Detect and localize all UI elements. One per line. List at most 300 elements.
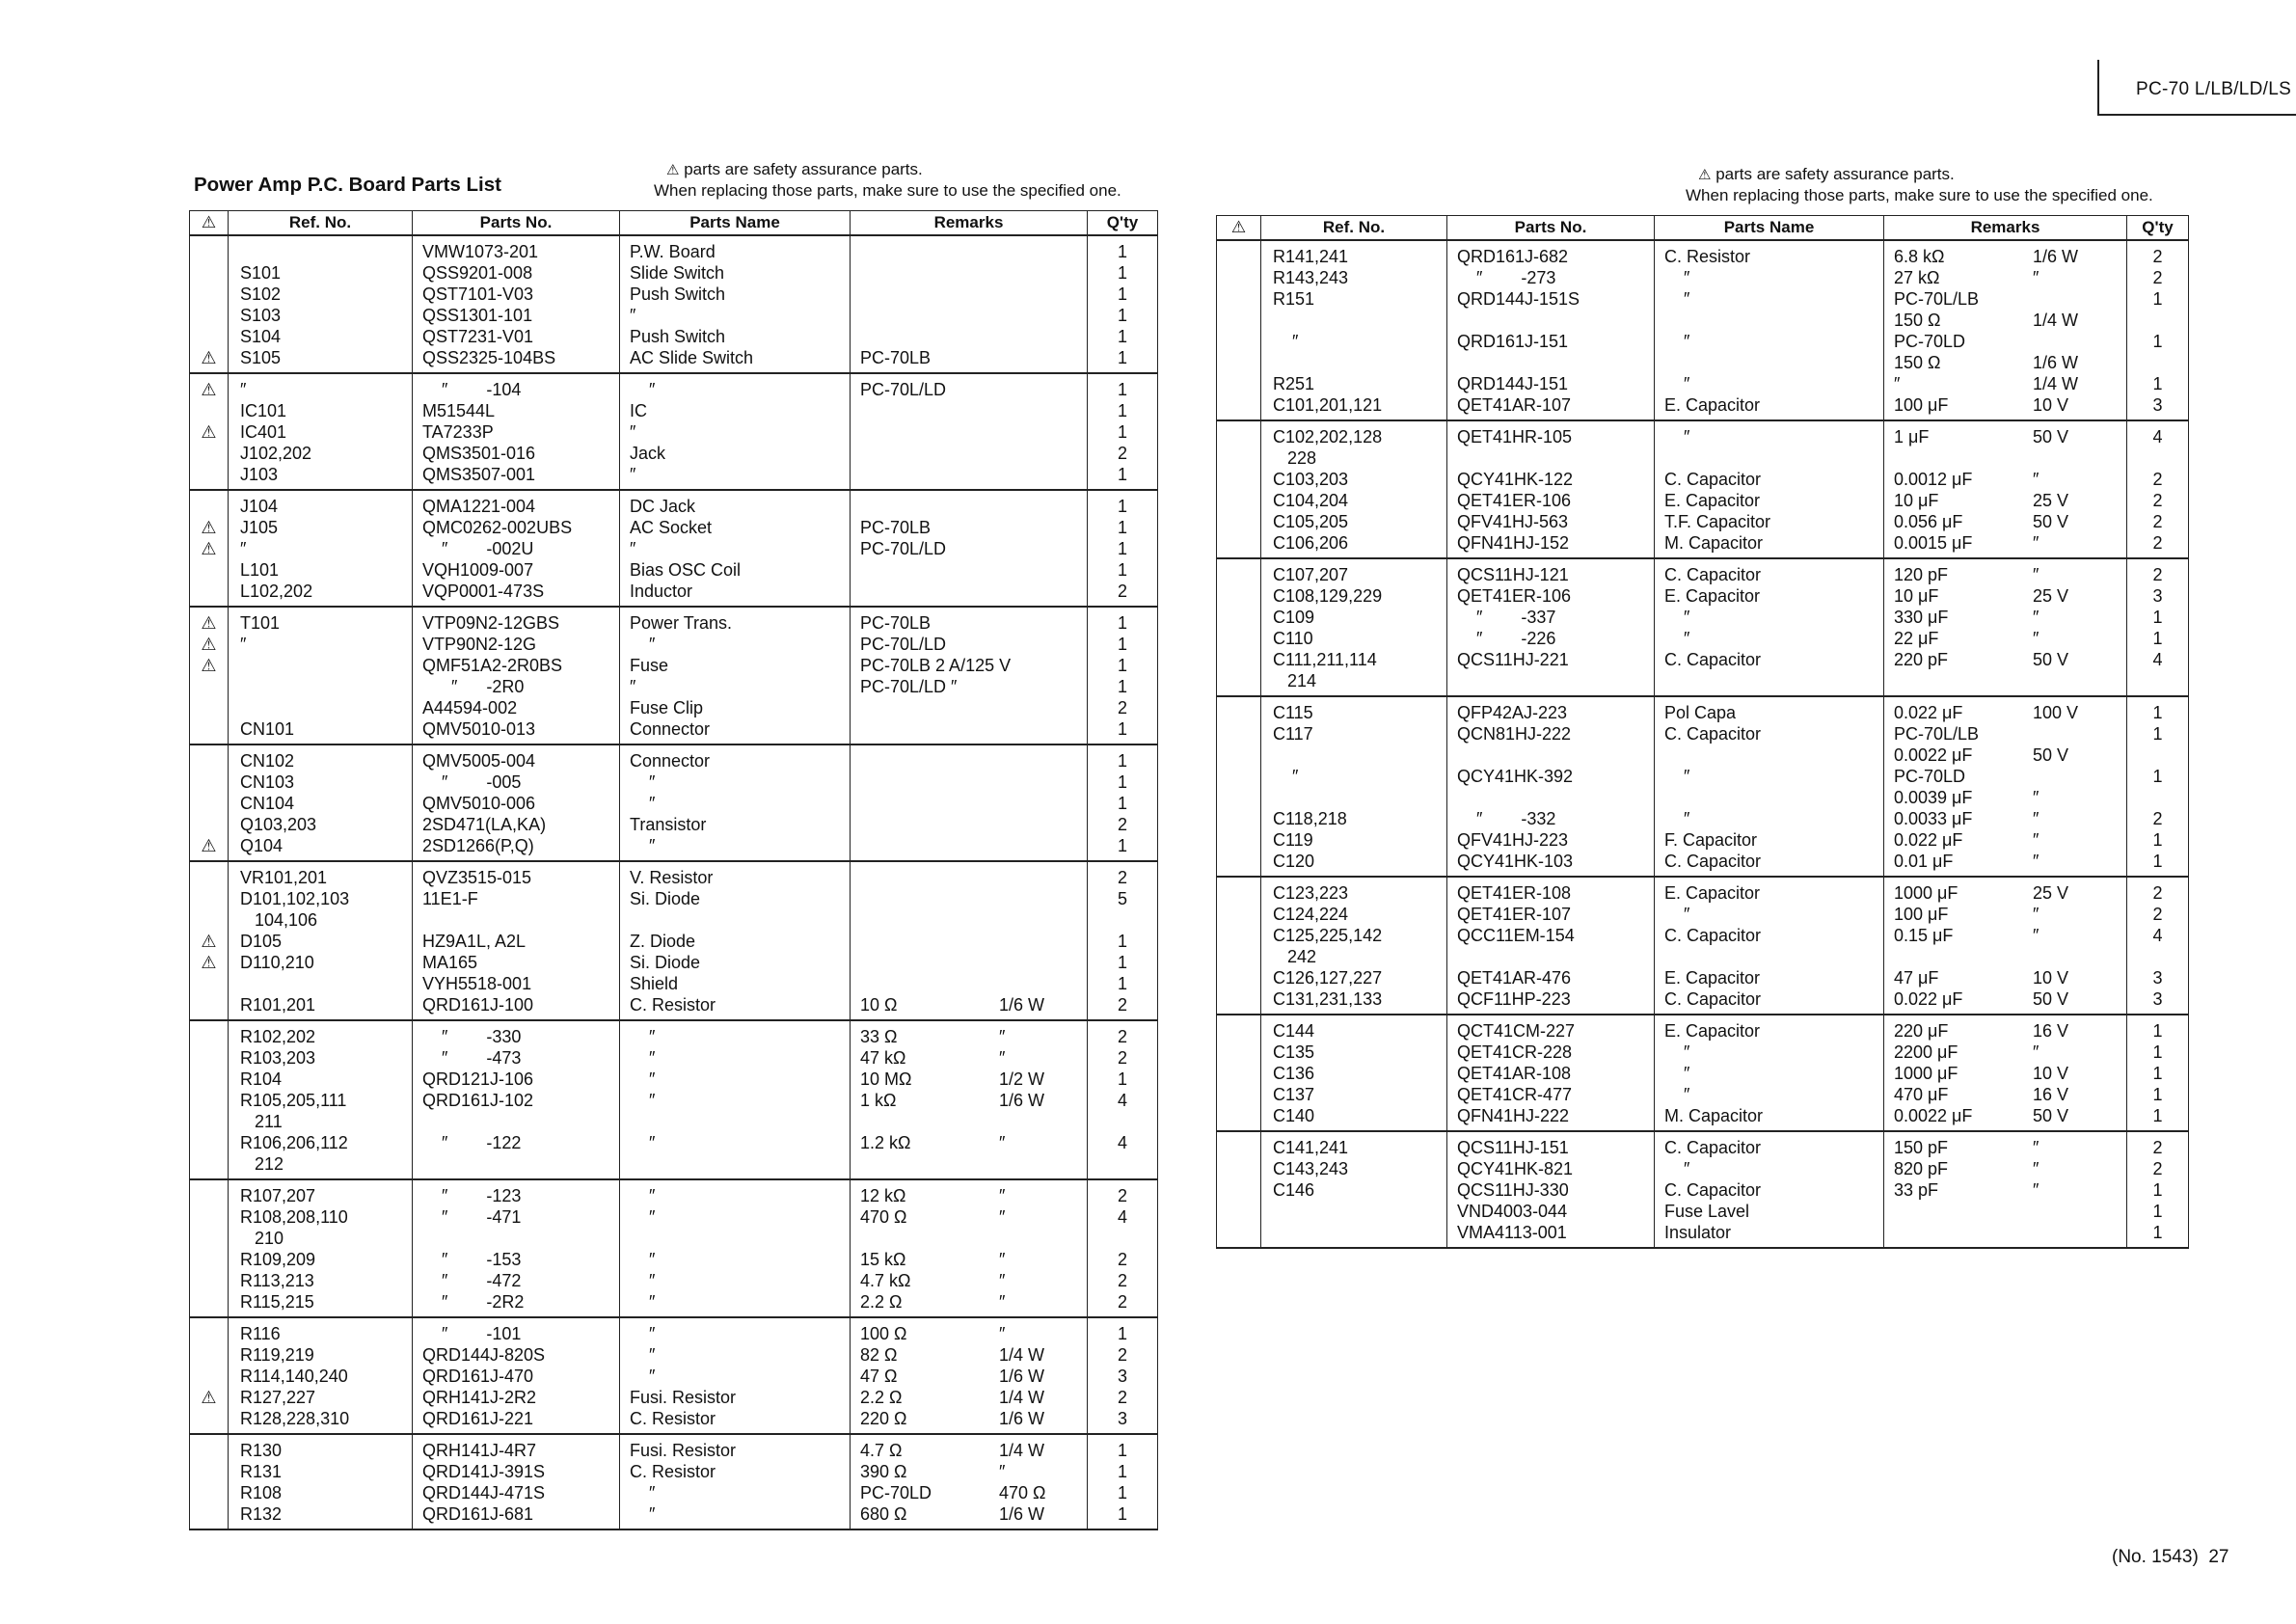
qty-line: 1	[1117, 635, 1127, 654]
warning-triangle-icon: ⚠	[201, 656, 217, 675]
qty-line: 1	[1117, 751, 1127, 771]
qty-line: 1	[1117, 836, 1127, 855]
part-no-line	[422, 1153, 619, 1175]
safety-line	[1217, 851, 1260, 872]
ref-no-line: S104	[240, 327, 282, 346]
remarks-line	[1894, 564, 2126, 585]
qty-cell	[2127, 420, 2189, 558]
qty-line: 4	[2152, 926, 2163, 945]
remarks-line	[860, 1291, 1087, 1313]
remarks-value: 47 μF	[1894, 968, 1939, 988]
part-name-line: Inductor	[630, 582, 693, 601]
remarks-cell	[1884, 558, 2127, 696]
remarks-line	[860, 284, 1087, 305]
ref-no-line: 214	[1273, 671, 1317, 690]
remarks-line	[860, 1249, 1087, 1270]
ref-no-line: C109	[1273, 608, 1315, 627]
part-name-line	[1664, 946, 1883, 967]
safety-cell	[190, 490, 229, 607]
safety-line	[1217, 490, 1260, 511]
part-name-line: ″	[630, 1207, 656, 1227]
safety-line	[190, 994, 228, 1015]
remarks-spec: 1/6 W	[2033, 353, 2079, 372]
safety-line	[1217, 1137, 1260, 1158]
part-no-line: ″ -337	[1457, 608, 1556, 627]
remarks-value: 0.0039 μF	[1894, 788, 1973, 807]
part-no-line: VND4003-044	[1457, 1202, 1568, 1221]
qty-cell	[1088, 1434, 1158, 1529]
part-name-line: ″	[630, 1324, 656, 1343]
remarks-line	[860, 1185, 1087, 1206]
remarks-spec: 10 V	[2033, 1064, 2069, 1083]
part-no-line: ″ -273	[1457, 268, 1556, 287]
remarks-spec: 1/6 W	[999, 1367, 1045, 1386]
part-name-line: E. Capacitor	[1664, 395, 1761, 415]
safety-cell	[1217, 240, 1261, 420]
ref-no-line: R108	[240, 1483, 283, 1502]
part-no-line: QSS9201-008	[422, 263, 533, 283]
part-no-cell	[413, 744, 620, 861]
ref-no-cell	[229, 1179, 413, 1317]
table-row	[190, 1020, 1158, 1179]
remarks-value: 10 MΩ	[860, 1069, 912, 1089]
remarks-line	[1894, 585, 2126, 607]
qty-line: 2	[1117, 1048, 1127, 1068]
safety-line	[1217, 766, 1260, 787]
qty-line: 2	[1117, 1250, 1127, 1269]
remarks-spec: 50 V	[2033, 512, 2069, 531]
parts-group	[190, 861, 1158, 1020]
remarks-line	[1894, 851, 2126, 872]
remarks-cell	[851, 1179, 1088, 1317]
part-no-line	[422, 909, 619, 931]
part-no-line: QSS2325-104BS	[422, 348, 556, 367]
col-header-name: Parts Name	[1655, 216, 1884, 241]
remarks-value: PC-70L/LD	[860, 380, 947, 399]
part-no-line: ″ -104	[422, 380, 522, 399]
remarks-line	[860, 400, 1087, 421]
part-name-line: ″	[1664, 268, 1690, 287]
warning-triangle-icon: ⚠	[201, 422, 217, 442]
safety-line	[190, 1047, 228, 1069]
safety-line	[1217, 904, 1260, 925]
ref-no-line: 212	[240, 1154, 284, 1174]
safety-line	[1217, 628, 1260, 649]
remarks-line	[860, 1069, 1087, 1090]
part-name-cell	[620, 861, 851, 1020]
document-number: (No. 1543)	[2112, 1547, 2199, 1567]
safety-cell	[190, 1434, 229, 1529]
part-no-line: QMA1221-004	[422, 497, 536, 516]
remarks-line	[1894, 1042, 2126, 1063]
safety-line	[190, 1069, 228, 1090]
part-name-line: ″	[1664, 374, 1690, 393]
qty-line: 2	[1117, 1186, 1127, 1205]
part-no-line: ″ -123	[422, 1186, 522, 1205]
qty-line: 5	[1117, 889, 1127, 908]
safety-line	[1217, 808, 1260, 829]
part-name-line: E. Capacitor	[1664, 491, 1761, 510]
qty-line: 1	[1117, 1504, 1127, 1524]
remarks-line	[860, 379, 1087, 400]
remarks-line	[860, 496, 1087, 517]
part-name-line: C. Capacitor	[1664, 852, 1762, 871]
qty-line: 1	[1117, 284, 1127, 304]
remarks-value: 0.0015 μF	[1894, 533, 1973, 553]
safety-note-line2: When replacing those parts, make sure to use the specified one.	[1686, 186, 2153, 204]
part-name-line	[1664, 787, 1883, 808]
remarks-line	[1894, 246, 2126, 267]
part-name-line: Connector	[630, 751, 711, 771]
ref-no-line: R113,213	[240, 1271, 314, 1290]
safety-line	[190, 1408, 228, 1429]
ref-no-line: R114,140,240	[240, 1367, 348, 1386]
safety-line	[1217, 585, 1260, 607]
qty-line: 1	[2152, 1202, 2163, 1221]
remarks-spec: 1/6 W	[999, 995, 1045, 1015]
ref-no-line: C103,203	[1273, 470, 1349, 489]
safety-line	[1217, 246, 1260, 267]
part-name-line: C. Capacitor	[1664, 926, 1762, 945]
remarks-line	[1894, 394, 2126, 416]
safety-line	[1217, 607, 1260, 628]
remarks-value: 10 μF	[1894, 586, 1939, 606]
qty-line: 1	[1117, 656, 1127, 675]
qty-line	[2127, 670, 2188, 691]
table-row	[190, 1317, 1158, 1434]
safety-line	[1217, 882, 1260, 904]
page-number: 27	[2208, 1547, 2229, 1567]
remarks-spec: ″	[2033, 1159, 2039, 1178]
remarks-value: PC-70LB	[860, 613, 932, 633]
ref-no-cell	[1261, 240, 1447, 420]
part-no-line: VYH5518-001	[422, 974, 532, 993]
remarks-line	[860, 464, 1087, 485]
remarks-line	[1894, 288, 2126, 310]
remarks-line	[860, 1090, 1087, 1111]
remarks-value: 220 pF	[1894, 650, 1949, 669]
qty-line: 1	[1117, 242, 1127, 261]
qty-line: 1	[2152, 1021, 2163, 1041]
ref-no-line: R127,227	[240, 1388, 316, 1407]
ref-no-line: C131,231,133	[1273, 989, 1383, 1009]
ref-no-line: ″	[240, 539, 247, 558]
remarks-spec: ″	[2033, 809, 2039, 828]
ref-no-line: R116	[240, 1324, 281, 1343]
part-no-line: QRD161J-682	[1457, 247, 1569, 266]
qty-line: 1	[1117, 465, 1127, 484]
part-no-line: QCF11HP-223	[1457, 989, 1571, 1009]
remarks-spec: 1/2 W	[999, 1069, 1045, 1089]
ref-no-line: 228	[1273, 448, 1317, 468]
qty-line: 1	[1117, 422, 1127, 442]
qty-line: 1	[2152, 724, 2163, 744]
qty-line: 2	[2152, 1138, 2163, 1157]
remarks-line	[1894, 1063, 2126, 1084]
parts-group	[1217, 696, 2189, 877]
remarks-line	[860, 581, 1087, 602]
remarks-line	[1894, 352, 2126, 373]
qty-line: 2	[2152, 883, 2163, 903]
col-header-qty: Q'ty	[2127, 216, 2189, 241]
ref-no-line: 104,106	[240, 910, 318, 930]
part-name-line: ″	[630, 772, 656, 792]
remarks-spec: 16 V	[2033, 1021, 2069, 1041]
remarks-spec: 25 V	[2033, 586, 2069, 606]
part-no-line: QCS11HJ-121	[1457, 565, 1569, 584]
warning-triangle-icon: ⚠	[201, 635, 217, 654]
remarks-spec: ″	[2033, 470, 2039, 489]
part-no-line: ″ -005	[422, 772, 522, 792]
part-name-line: AC Slide Switch	[630, 348, 754, 367]
ref-no-line: L102,202	[240, 582, 313, 601]
safety-line	[190, 1249, 228, 1270]
safety-line	[190, 284, 228, 305]
part-no-cell	[413, 373, 620, 490]
ref-no-line: J105	[240, 518, 279, 537]
safety-line	[190, 1153, 228, 1175]
remarks-spec: ″	[2033, 608, 2039, 627]
qty-line: 1	[2152, 767, 2163, 786]
part-no-cell	[413, 235, 620, 373]
col-header-safety: ⚠	[1217, 216, 1261, 241]
remarks-cell	[851, 607, 1088, 744]
ref-no-line: J103	[240, 465, 279, 484]
safety-line	[1217, 1020, 1260, 1042]
qty-line: 2	[2152, 491, 2163, 510]
remarks-line	[860, 1366, 1087, 1387]
qty-line: 1	[2152, 332, 2163, 351]
remarks-cell	[1884, 1131, 2127, 1248]
safety-line	[1217, 1084, 1260, 1105]
part-no-line: QET41ER-107	[1457, 905, 1572, 924]
qty-line	[1088, 1111, 1157, 1132]
part-name-line: ″	[1664, 332, 1690, 351]
remarks-spec: ″	[999, 1027, 1006, 1046]
model-header-box	[2097, 60, 2296, 116]
part-no-line: QFV41HJ-223	[1457, 830, 1569, 850]
part-name-line: ″	[630, 422, 636, 442]
part-no-line: QCY41HK-122	[1457, 470, 1574, 489]
warning-triangle-icon: ⚠	[201, 539, 217, 558]
safety-cell	[1217, 696, 1261, 877]
ref-no-line: C126,127,227	[1273, 968, 1383, 988]
safety-line	[190, 1440, 228, 1461]
part-no-cell	[413, 1020, 620, 1179]
remarks-line	[1894, 267, 2126, 288]
remarks-value: PC-70LB 2 A/125 V	[860, 656, 1012, 675]
part-name-line: ″	[1664, 427, 1690, 447]
part-name-line: C. Resistor	[1664, 247, 1751, 266]
ref-no-line: IC101	[240, 401, 287, 420]
remarks-spec: 1/6 W	[999, 1091, 1045, 1110]
remarks-spec: 50 V	[2033, 427, 2069, 447]
remarks-value: 100 μF	[1894, 905, 1949, 924]
safety-line	[1217, 310, 1260, 331]
remarks-line	[860, 697, 1087, 718]
qty-line: 4	[2152, 427, 2163, 447]
part-name-line: Push Switch	[630, 284, 726, 304]
part-name-line: ″	[1664, 1064, 1690, 1083]
remarks-line	[860, 771, 1087, 793]
remarks-line	[1894, 490, 2126, 511]
remarks-value: 470 Ω	[860, 1207, 907, 1227]
part-name-line: M. Capacitor	[1664, 533, 1764, 553]
col-header-safety: ⚠	[190, 211, 229, 236]
table-row	[190, 235, 1158, 373]
qty-line: 1	[1117, 719, 1127, 739]
part-no-cell	[413, 1317, 620, 1434]
part-no-line: QRD144J-820S	[422, 1345, 546, 1365]
remarks-spec: ″	[2033, 926, 2039, 945]
part-no-line: ″ -330	[422, 1027, 522, 1046]
table-row	[190, 373, 1158, 490]
ref-no-line	[1273, 310, 1446, 331]
remarks-spec: ″	[999, 1207, 1006, 1227]
remarks-spec: ″	[2033, 788, 2039, 807]
part-name-line	[630, 1111, 850, 1132]
qty-line: 1	[1117, 613, 1127, 633]
part-name-line	[1664, 310, 1883, 331]
remarks-spec: ″	[2033, 1180, 2039, 1200]
ref-no-line: CN104	[240, 794, 295, 813]
part-no-line: MA165	[422, 953, 478, 972]
part-name-line: ″	[630, 1186, 656, 1205]
safety-line	[1217, 925, 1260, 946]
part-name-line: C. Resistor	[630, 1462, 716, 1481]
qty-line: 1	[1117, 560, 1127, 580]
remarks-line	[1894, 882, 2126, 904]
ref-no-line: C117	[1273, 724, 1313, 744]
part-name-line: ″	[630, 380, 656, 399]
remarks-spec: 1/4 W	[999, 1345, 1045, 1365]
part-name-line: Pol Capa	[1664, 703, 1737, 722]
part-no-cell	[1447, 420, 1655, 558]
part-name-line: ″	[630, 1027, 656, 1046]
remarks-value: 820 pF	[1894, 1159, 1949, 1178]
ref-no-line: C106,206	[1273, 533, 1349, 553]
safety-line	[1217, 1158, 1260, 1179]
table-row	[1217, 877, 2189, 1015]
ref-no-cell	[229, 1317, 413, 1434]
qty-line: 1	[1117, 794, 1127, 813]
part-name-line	[1664, 352, 1883, 373]
ref-no-line: C110	[1273, 629, 1313, 648]
remarks-value: 0.0022 μF	[1894, 1106, 1973, 1125]
ref-no-cell	[1261, 877, 1447, 1015]
remarks-line	[1894, 649, 2126, 670]
part-name-line: Fuse Lavel	[1664, 1202, 1750, 1221]
safety-line	[1217, 1179, 1260, 1201]
ref-no-line: S105	[240, 348, 282, 367]
part-name-line: ″	[630, 677, 636, 696]
part-no-line	[1457, 744, 1654, 766]
safety-line	[1217, 829, 1260, 851]
remarks-spec: 10 V	[2033, 395, 2069, 415]
remarks-cell	[851, 373, 1088, 490]
part-no-line: QCY41HK-103	[1457, 852, 1574, 871]
remarks-line	[860, 1440, 1087, 1461]
part-no-line: VMW1073-201	[422, 242, 539, 261]
safety-line	[1217, 702, 1260, 723]
safety-line	[190, 1206, 228, 1228]
part-name-line	[630, 909, 850, 931]
qty-line: 1	[1117, 1069, 1127, 1089]
qty-line	[2127, 946, 2188, 967]
ref-no-line: C115	[1273, 703, 1313, 722]
part-name-line: ″	[630, 539, 636, 558]
part-no-line: QCY41HK-392	[1457, 767, 1574, 786]
remarks-value: 100 Ω	[860, 1324, 907, 1343]
remarks-value: PC-70L/LD ″	[860, 677, 958, 696]
remarks-line	[860, 1387, 1087, 1408]
part-name-line: ″	[630, 1069, 656, 1089]
qty-line: 1	[1117, 327, 1127, 346]
remarks-line	[1894, 1222, 2126, 1243]
qty-line	[2127, 744, 2188, 766]
remarks-line	[1894, 1105, 2126, 1126]
ref-no-cell	[229, 1434, 413, 1529]
remarks-value: 1000 μF	[1894, 883, 1958, 903]
part-no-line	[422, 1111, 619, 1132]
part-no-line: A44594-002	[422, 698, 518, 717]
remarks-cell	[1884, 240, 2127, 420]
ref-no-line: C120	[1273, 852, 1315, 871]
part-name-line: C. Capacitor	[1664, 565, 1762, 584]
page-title: Power Amp P.C. Board Parts List	[194, 174, 501, 196]
ref-no-line: IC401	[240, 422, 287, 442]
safety-line	[190, 793, 228, 814]
remarks-line	[860, 1111, 1087, 1132]
part-no-line: 2SD1266(P,Q)	[422, 836, 534, 855]
qty-line: 1	[2152, 703, 2163, 722]
part-no-line: QRD161J-100	[422, 995, 534, 1015]
parts-group	[190, 490, 1158, 607]
qty-cell	[2127, 877, 2189, 1015]
part-no-cell	[413, 490, 620, 607]
ref-no-line: C140	[1273, 1106, 1315, 1125]
qty-line: 2	[1117, 444, 1127, 463]
part-no-line: ″ -472	[422, 1271, 522, 1290]
safety-line	[1217, 394, 1260, 416]
table-row	[1217, 1015, 2189, 1131]
part-name-line: E. Capacitor	[1664, 586, 1761, 606]
remarks-value: 47 Ω	[860, 1367, 898, 1386]
ref-no-line: Q103,203	[240, 815, 317, 834]
safety-line	[1217, 1105, 1260, 1126]
ref-no-line: C108,129,229	[1273, 586, 1383, 606]
remarks-spec: ″	[2033, 1042, 2039, 1062]
qty-line: 3	[2152, 395, 2163, 415]
ref-no-line: J102,202	[240, 444, 312, 463]
remarks-line	[1894, 331, 2126, 352]
part-name-line: ″	[630, 465, 636, 484]
ref-no-line	[240, 697, 412, 718]
parts-group	[190, 1020, 1158, 1179]
part-no-line: QET41HR-105	[1457, 427, 1573, 447]
safety-line	[190, 697, 228, 718]
part-no-line: QRD161J-470	[422, 1367, 534, 1386]
part-no-line: QET41ER-106	[1457, 586, 1572, 606]
ref-no-line: C143,243	[1273, 1159, 1349, 1178]
qty-line: 2	[2152, 905, 2163, 924]
safety-cell	[190, 1317, 229, 1434]
part-name-line: Jack	[630, 444, 666, 463]
remarks-spec: ″	[999, 1186, 1006, 1205]
remarks-line	[860, 676, 1087, 697]
ref-no-cell	[1261, 696, 1447, 877]
remarks-cell	[851, 235, 1088, 373]
